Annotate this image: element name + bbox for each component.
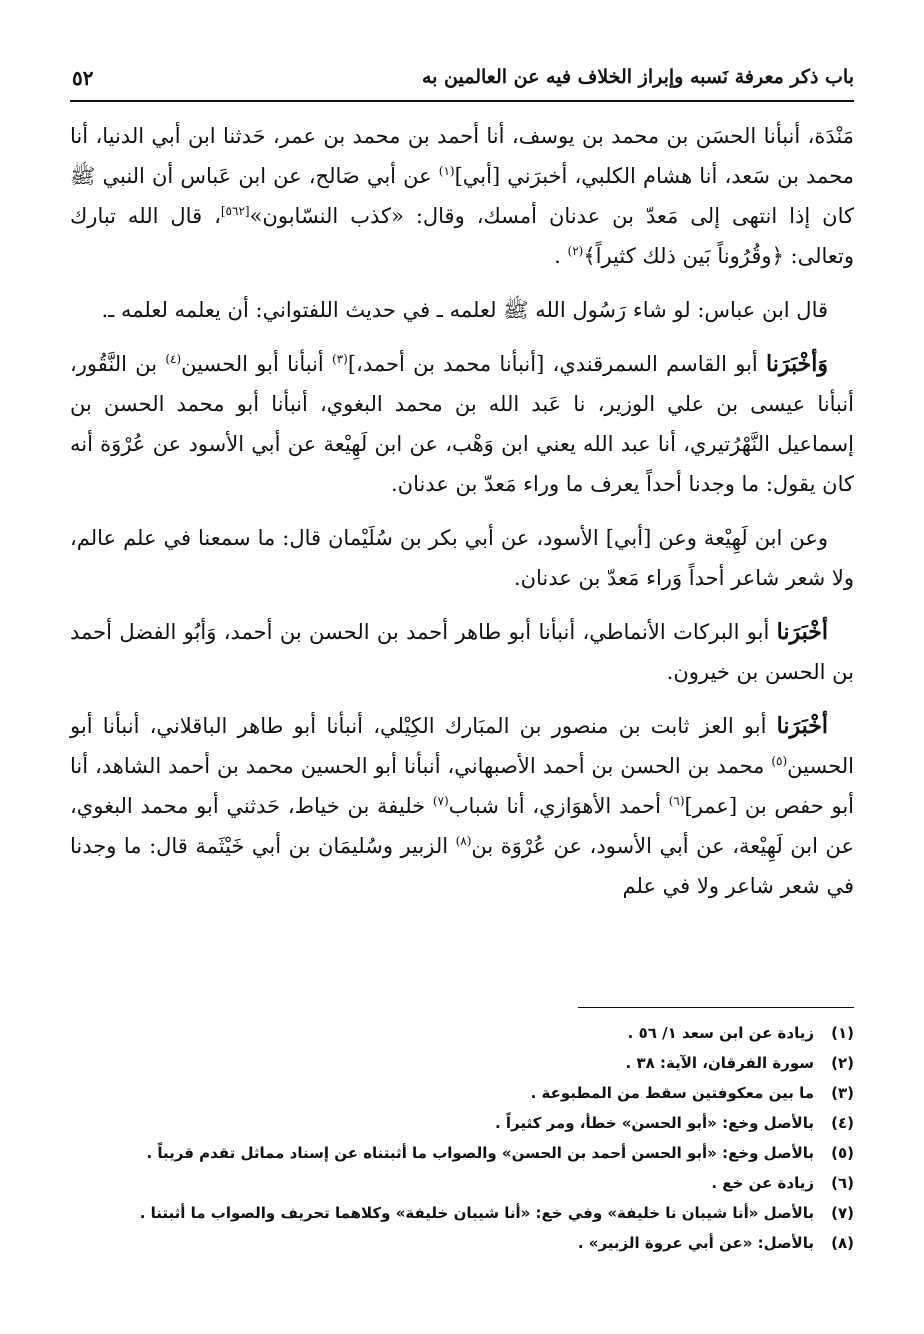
text-run: أبو العز ثابت بن منصور بن المبَارك الكِيْلي، أنبأنا أبو طاهر الباقلاني، أنبأنا أبو الحسين	[70, 714, 854, 778]
text-run: أبو القاسم السمرقندي، [أنبأنا محمد بن أحمد،]	[347, 352, 767, 376]
footnote-number: (٦)	[831, 1174, 854, 1192]
footnote-text: زيادة عن خع .	[711, 1174, 814, 1192]
footnote-ref-2: (٢)	[567, 244, 584, 258]
footnote-text: بالأصل «أنا شيبان نا خليفة» وفي خع: «أنا شيبان خليفة» وكلاهما تحريف والصواب ما أثبتنا .	[139, 1204, 814, 1222]
footnote	[70, 1198, 854, 1228]
text-run: بن النَّقُور، أنبأنا عيسى بن علي الوزير، نا عَبد الله بن محمد البغوي، أنبأنا أبو محمد الحسن بن إسماعيل النَّهْرُتيري، أنا عبد الله يعني ابن وَهْب، عن ابن لَهِيْعة عن أبي الأسود عن عُرْوَة أنه كان يقول: ما وجدنا أحداً يعرف ما وراء مَعدّ بن عدنان.	[70, 352, 854, 496]
footnote-ref-8: (٨)	[455, 834, 472, 848]
footnote	[70, 1228, 854, 1258]
text-run: أحمد الأهوَازي، أنا شباب	[448, 794, 669, 818]
text-run: محمد بن الحسن بن أحمد الأصبهاني، أنبأنا أبو الحسين محمد بن أحمد الشاهد، أنا أبو حفص بن [عمر]	[70, 754, 855, 818]
footnote-text: زيادة عن ابن سعد ١/ ٥٦ .	[627, 1024, 814, 1042]
footnote-number: (٥)	[831, 1144, 854, 1162]
footnote	[70, 1108, 854, 1138]
paragraph-3	[70, 344, 854, 504]
chapter-title: باب ذكر معرفة نَسبه وإبراز الخلاف فيه عن العالمين به	[421, 66, 854, 88]
paragraph-2: قال ابن عباس: لو شاء رَسُول الله ﷺ لعلمه ـ في حديث اللفتواني: أن يعلمه لعلمه ـ.	[101, 298, 828, 322]
footnote-text: ما بين معكوفتين سقط من المطبوعة .	[530, 1084, 814, 1102]
footnote	[70, 1168, 854, 1198]
text-run: الزبير وسُليمَان بن أبي خَيْثَمة قال: ما وجدنا في شعر شاعر ولا في علم	[70, 834, 854, 898]
footnote-number: (٢)	[831, 1054, 854, 1072]
footnote	[70, 1048, 854, 1078]
main-text	[70, 116, 854, 920]
footnote-number: (٣)	[831, 1084, 854, 1102]
running-header	[70, 62, 854, 98]
text-run: ، قال الله تبارك وتعالى: ﴿وقُرُوناً بَين ذلك كثيراً﴾	[70, 204, 854, 268]
footnote-divider	[578, 1007, 854, 1008]
text-run: مَنْدَة، أنبأنا الحسَن بن محمد بن يوسف، أنا أحمد بن محمد بن عمر، حَدثنا ابن أبي الدنيا، أنا محمد بن سَعد، أنا هشام الكلبي، أخبرَني [أبي]	[70, 124, 854, 188]
footnote-text: سورة الفرقان، الآية: ٣٨ .	[625, 1054, 814, 1072]
text-run: أبو البركات الأنماطي، أنبأنا أبو طاهر أحمد بن الحسن بن أحمد، وَأبُو الفضل أحمد بن الحسن بن خيرون.	[70, 620, 854, 684]
footnotes	[70, 1018, 854, 1258]
footnote-text: بالأصل: «عن أبي عروة الزبير» .	[577, 1234, 814, 1252]
footnote	[70, 1138, 854, 1168]
footnote-ref-6: (٦)	[668, 794, 685, 808]
lead-word: أخْبَرَنا	[776, 619, 828, 645]
lead-word: وَأخْبَرَنا	[766, 351, 828, 377]
page-number: ٥٢	[72, 66, 94, 90]
footnote-number: (٨)	[831, 1234, 854, 1252]
text-run: خليفة بن خياط، حَدثني أبو محمد البغوي، عن ابن لَهِيْعة، عن أبي الأسود، عن عُرْوَة بن	[70, 794, 854, 858]
paragraph-5	[70, 612, 854, 692]
paragraph-4: وعن ابن لَهِيْعة وعن [أبي] الأسود، عن أبي بكر بن سُلَيْمان قال: ما سمعنا في علم عالم، ولا شعر شاعر أحداً وَراء مَعدّ بن عدنان.	[70, 526, 854, 590]
lead-word: أخْبَرَنا	[776, 713, 828, 739]
text-run: عن أبي صَالح، عن ابن عَباس أن النبي ﷺ كان إذا انتهى إلى مَعدّ بن عدنان أمسك، وقال: «كذب النسّابون»	[70, 164, 854, 228]
text-run: .	[554, 244, 568, 268]
footnote-ref-7: (٧)	[432, 794, 449, 808]
footnote-ref-5: (٥)	[771, 754, 788, 768]
footnote-number: (٧)	[831, 1204, 854, 1222]
footnote-text: بالأصل وخع: «أبو الحسن» خطأ، ومر كثيراً .	[495, 1114, 814, 1132]
footnote	[70, 1078, 854, 1108]
footnote	[70, 1018, 854, 1048]
footnote-ref-1: (١)	[438, 164, 455, 178]
paragraph-1	[70, 116, 854, 276]
footnote-ref-3: (٣)	[332, 352, 348, 366]
footnote-ref-4: (٤)	[165, 352, 182, 366]
footnote-number: (١)	[831, 1024, 854, 1042]
footnote-text: بالأصل وخع: «أبو الحسن أحمد بن الحسن» والصواب ما أثبتناه عن إسناد مماثل تقدم قريباً .	[146, 1144, 814, 1162]
footnote-number: (٤)	[831, 1114, 854, 1132]
hadith-ref: [٥٦٢]	[220, 204, 250, 218]
paragraph-6	[70, 706, 854, 906]
text-run: أنبأنا أبو الحسين	[181, 352, 333, 376]
header-divider	[70, 100, 854, 102]
